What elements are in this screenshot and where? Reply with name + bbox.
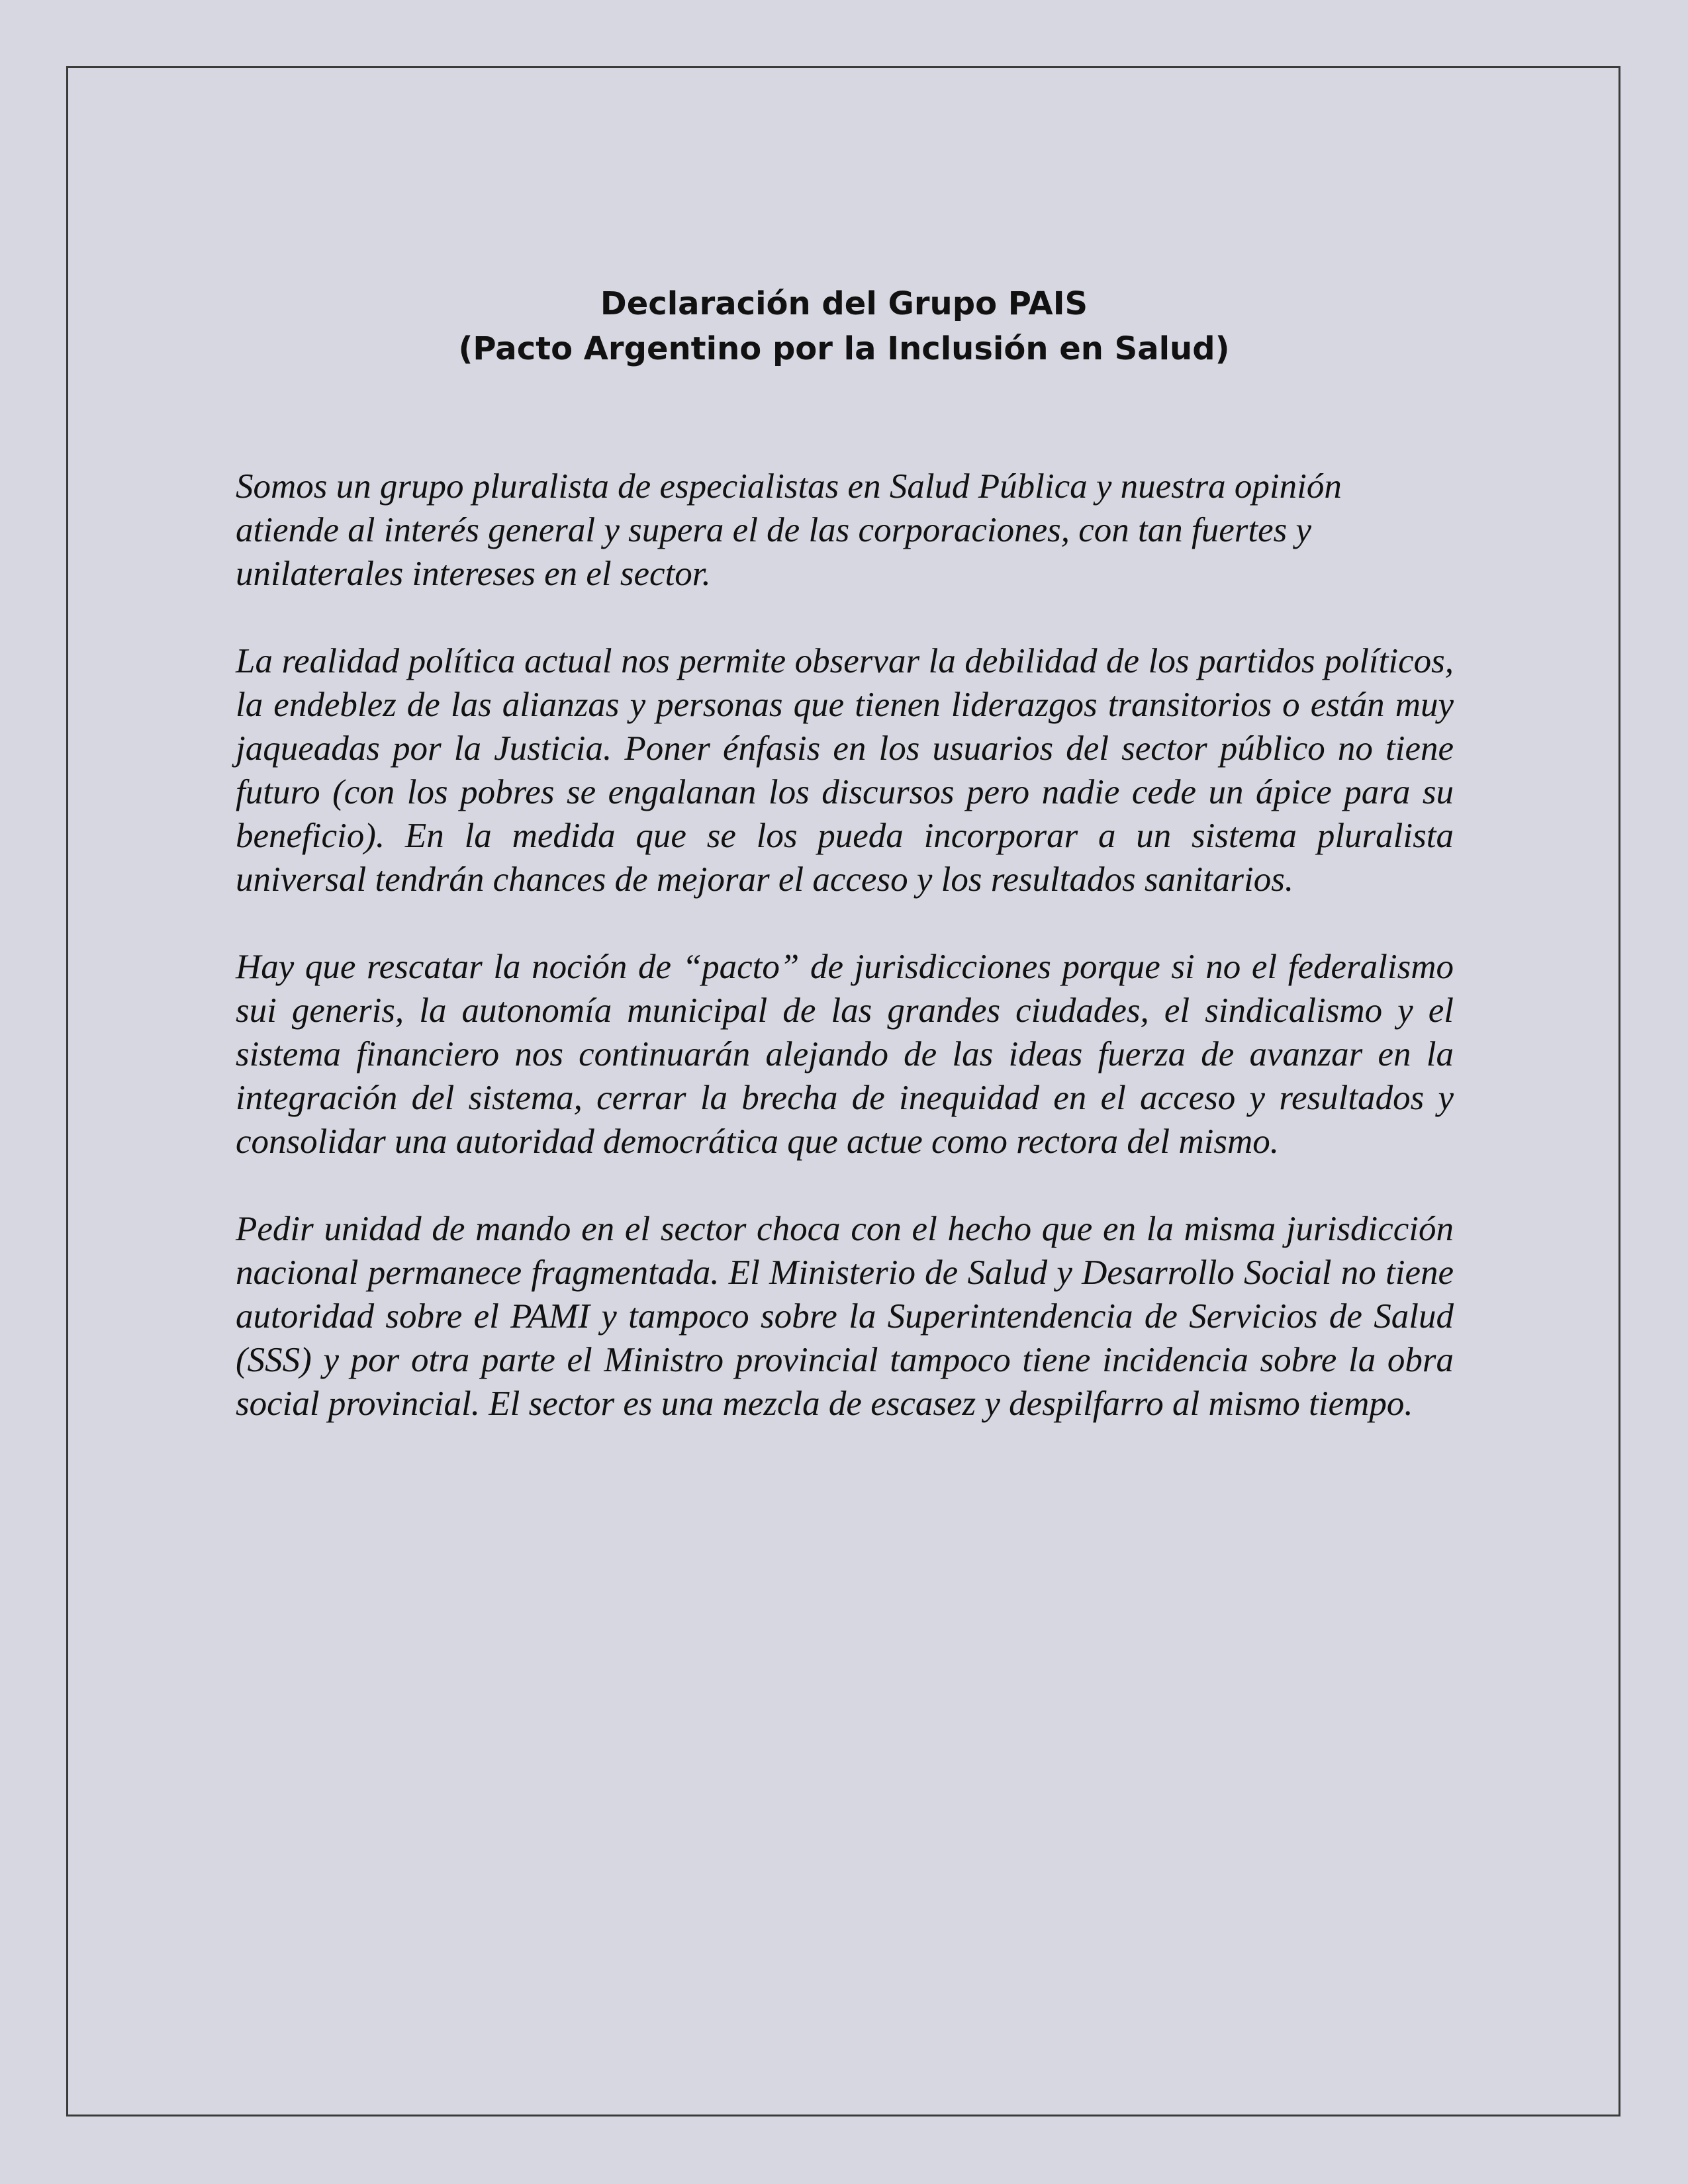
paragraph-2: La realidad política actual nos permite observar la debilidad de los partidos políticos, la endeblez de las alianzas y personas que tienen liderazgos transitorios o están muy jaqueadas por la Justicia. Poner énfasis en los usuarios del sector público no tiene futuro (con los pobres se engalanan los discursos pero nadie cede un ápice para su beneficio). En la medida que se los pueda incorporar a un sistema pluralista universal tendrán chances de mejorar el acceso y los resultados sanitarios. <box>236 642 1454 899</box>
paragraph-3: Hay que rescatar la noción de “pacto” de jurisdicciones porque si no el federalismo sui generis, la autonomía municipal de las grandes ciudades, el sindicalismo y el sistema financiero nos continuarán alejando de las ideas fuerza de avanzar en la integración del sistema, cerrar la brecha de inequidad en el acceso y resultados y consolidar una autoridad democrática que actue como rectora del mismo. <box>236 948 1454 1161</box>
paragraph-4: Pedir unidad de mando en el sector choca con el hecho que en la misma jurisdicción nacional permanece fragmentada. El Ministerio de Salud y Desarrollo Social no tiene autoridad sobre el PAMI y tampoco sobre la Superintendencia de Servicios de Salud (SSS) y por otra parte el Ministro provincial tampoco tiene incidencia sobre la obra social provincial. El sector es una mezcla de escasez y despilfarro al mismo tiempo. <box>236 1210 1454 1423</box>
paragraph-1: Somos un grupo pluralista de especialistas en Salud Pública y nuestra opinión atiende al interés general y supera el de las corporaciones, con tan fuertes y unilaterales intereses en el sector. <box>236 467 1342 593</box>
title-line-1: Declaración del Grupo PAIS <box>600 285 1088 322</box>
document-body <box>236 465 1454 1469</box>
title-line-2: (Pacto Argentino por la Inclusión en Salud) <box>458 330 1230 367</box>
document-title <box>0 281 1688 371</box>
